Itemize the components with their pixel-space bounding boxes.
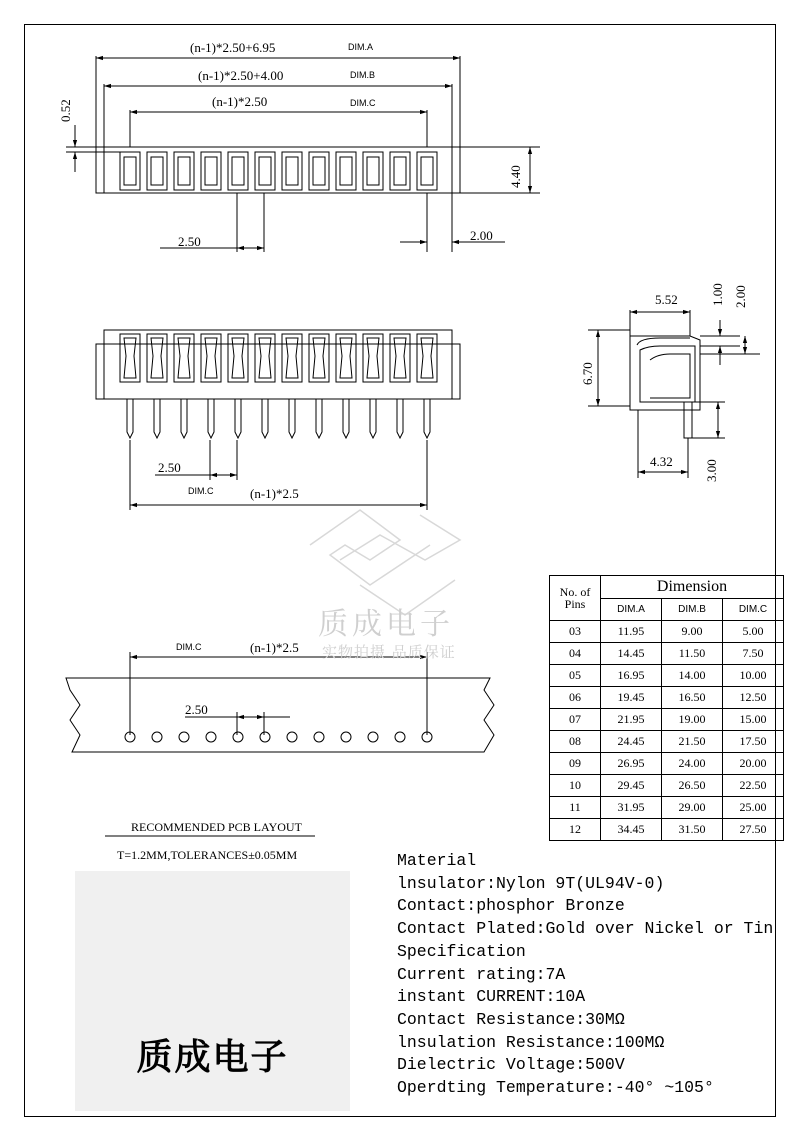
dim-b-cell: 14.00 bbox=[662, 665, 723, 687]
pins-cell: 10 bbox=[550, 775, 601, 797]
top-slot bbox=[336, 152, 356, 190]
dim-b-cell: 19.00 bbox=[662, 709, 723, 731]
front-slot bbox=[282, 334, 302, 382]
dim-a-cell: 34.45 bbox=[601, 819, 662, 841]
pins-cell: 07 bbox=[550, 709, 601, 731]
dim-a-formula: (n-1)*2.50+6.95 bbox=[190, 40, 276, 55]
pins-cell: 03 bbox=[550, 621, 601, 643]
table-body bbox=[550, 621, 784, 841]
side-pin-length-dim: 3.00 bbox=[704, 459, 719, 482]
table-row bbox=[550, 819, 784, 841]
dim-a-cell: 14.45 bbox=[601, 643, 662, 665]
dim-a-cell: 26.95 bbox=[601, 753, 662, 775]
top-slot-inner bbox=[286, 157, 298, 185]
insulator-text: lnsulator:Nylon 9T(UL94V-0) bbox=[397, 873, 665, 893]
dim-a-label: DIM.A bbox=[348, 42, 374, 52]
dim-b-cell: 9.00 bbox=[662, 621, 723, 643]
pcb-hole bbox=[233, 732, 243, 742]
pins-cell: 06 bbox=[550, 687, 601, 709]
dim-c-cell: 22.50 bbox=[723, 775, 784, 797]
pins-cell: 12 bbox=[550, 819, 601, 841]
dim-a-cell: 31.95 bbox=[601, 797, 662, 819]
top-slot-inner bbox=[421, 157, 433, 185]
offset-dim: 0.52 bbox=[58, 99, 73, 122]
top-slot bbox=[174, 152, 194, 190]
table-row bbox=[550, 709, 784, 731]
dim-c-cell: 20.00 bbox=[723, 753, 784, 775]
dim-b-formula: (n-1)*2.50+4.00 bbox=[198, 68, 284, 83]
top-view bbox=[66, 56, 540, 252]
top-slot-inner bbox=[232, 157, 244, 185]
table-row bbox=[550, 731, 784, 753]
table-row bbox=[550, 687, 784, 709]
temperature-text: Operdting Temperature:-40° ~105° bbox=[397, 1078, 714, 1098]
side-view bbox=[588, 310, 760, 478]
dim-a-cell: 24.45 bbox=[601, 731, 662, 753]
table-row bbox=[550, 775, 784, 797]
col-dim-c: DIM.C bbox=[723, 599, 784, 621]
front-pitch-dim: 2.50 bbox=[158, 460, 181, 475]
dielectric-voltage-text: Dielectric Voltage:500V bbox=[397, 1055, 625, 1075]
top-slot bbox=[120, 152, 140, 190]
pcb-pitch-dim: 2.50 bbox=[185, 702, 208, 717]
pins-cell: 11 bbox=[550, 797, 601, 819]
front-view bbox=[96, 330, 460, 510]
material-spec bbox=[397, 850, 773, 1100]
dim-b-label: DIM.B bbox=[350, 70, 376, 80]
top-slot-inner bbox=[259, 157, 271, 185]
dim-c-cell: 15.00 bbox=[723, 709, 784, 731]
side-pin-offset-dim: 4.32 bbox=[650, 454, 673, 469]
dim-c-cell: 7.50 bbox=[723, 643, 784, 665]
pins-cell: 04 bbox=[550, 643, 601, 665]
top-slot-inner bbox=[205, 157, 217, 185]
front-slot bbox=[390, 334, 410, 382]
logo-company-name: 质成电子 bbox=[136, 1037, 289, 1078]
dim-b-cell: 31.50 bbox=[662, 819, 723, 841]
pcb-hole bbox=[314, 732, 324, 742]
dim-a-cell: 19.45 bbox=[601, 687, 662, 709]
table-row bbox=[550, 665, 784, 687]
contact-text: Contact:phosphor Bronze bbox=[397, 896, 625, 916]
end-dim: 2.00 bbox=[470, 228, 493, 243]
plated-text: Contact Plated:Gold over Nickel or Tin bbox=[397, 919, 774, 939]
top-slot bbox=[255, 152, 275, 190]
pcb-layout-title: RECOMMENDED PCB LAYOUT bbox=[131, 820, 302, 834]
col-dim-b: DIM.B bbox=[662, 599, 723, 621]
front-pin bbox=[397, 399, 403, 438]
top-slot bbox=[309, 152, 329, 190]
pcb-hole bbox=[287, 732, 297, 742]
dim-a-cell: 21.95 bbox=[601, 709, 662, 731]
pcb-span-formula: (n-1)*2.5 bbox=[250, 640, 299, 655]
side-height-dim: 6.70 bbox=[580, 362, 595, 385]
dim-b-cell: 21.50 bbox=[662, 731, 723, 753]
pitch-dim: 2.50 bbox=[178, 234, 201, 249]
side-dim-1: 1.00 bbox=[710, 283, 725, 306]
top-slot bbox=[201, 152, 221, 190]
front-slot bbox=[363, 334, 383, 382]
pins-header bbox=[550, 576, 601, 621]
material-heading: Material bbox=[397, 851, 477, 870]
front-span-formula: (n-1)*2.5 bbox=[250, 486, 299, 501]
pins-cell: 08 bbox=[550, 731, 601, 753]
pcb-hole bbox=[341, 732, 351, 742]
dim-b-cell: 16.50 bbox=[662, 687, 723, 709]
front-pin bbox=[370, 399, 376, 438]
pcb-hole bbox=[395, 732, 405, 742]
front-slot bbox=[228, 334, 248, 382]
top-slot-inner bbox=[394, 157, 406, 185]
table-row bbox=[550, 753, 784, 775]
contact-resistance-text: Contact Resistance:30MΩ bbox=[397, 1009, 625, 1029]
insulation-resistance-text: lnsulation Resistance:100MΩ bbox=[397, 1032, 665, 1052]
pcb-hole bbox=[260, 732, 270, 742]
current-rating-text: Current rating:7A bbox=[397, 964, 566, 984]
dim-a-cell: 16.95 bbox=[601, 665, 662, 687]
company-logo bbox=[75, 871, 350, 1111]
dim-c-cell: 17.50 bbox=[723, 731, 784, 753]
dim-c-cell: 5.00 bbox=[723, 621, 784, 643]
dim-c-cell: 10.00 bbox=[723, 665, 784, 687]
watermark-company-name: 质成电子 bbox=[318, 607, 454, 642]
height-dim: 4.40 bbox=[508, 165, 523, 188]
front-pin bbox=[424, 399, 430, 438]
front-pin bbox=[208, 399, 214, 438]
pins-cell: 09 bbox=[550, 753, 601, 775]
pcb-layout-note: T=1.2MM,TOLERANCES±0.05MM bbox=[117, 848, 298, 862]
top-slot bbox=[282, 152, 302, 190]
spec-heading: Specification bbox=[397, 941, 526, 961]
front-pin bbox=[154, 399, 160, 438]
dimension-table bbox=[549, 575, 784, 841]
front-slot bbox=[255, 334, 275, 382]
dim-b-cell: 11.50 bbox=[662, 643, 723, 665]
side-dim-2: 2.00 bbox=[733, 285, 748, 308]
front-pin bbox=[181, 399, 187, 438]
dim-c-label: DIM.C bbox=[350, 98, 376, 108]
front-slot bbox=[201, 334, 221, 382]
front-pins bbox=[127, 399, 430, 438]
top-slot-inner bbox=[151, 157, 163, 185]
front-slot bbox=[174, 334, 194, 382]
front-pin bbox=[289, 399, 295, 438]
pcb-holes bbox=[125, 732, 432, 742]
dim-c-cell: 27.50 bbox=[723, 819, 784, 841]
top-slot-inner bbox=[340, 157, 352, 185]
top-slot bbox=[363, 152, 383, 190]
side-width-dim: 5.52 bbox=[655, 292, 678, 307]
pcb-hole bbox=[152, 732, 162, 742]
pcb-hole bbox=[368, 732, 378, 742]
pins-header-line2: Pins bbox=[564, 597, 586, 611]
front-slot bbox=[417, 334, 437, 382]
top-slot-inner bbox=[124, 157, 136, 185]
dim-b-cell: 24.00 bbox=[662, 753, 723, 775]
top-slot bbox=[390, 152, 410, 190]
watermark-slogan: 实物拍摄 品质保证 bbox=[322, 643, 456, 661]
front-pin bbox=[127, 399, 133, 438]
instant-current-text: instant CURRENT:10A bbox=[397, 987, 586, 1007]
top-slot bbox=[147, 152, 167, 190]
dim-c-formula: (n-1)*2.50 bbox=[212, 94, 268, 109]
dim-a-cell: 11.95 bbox=[601, 621, 662, 643]
top-slot bbox=[228, 152, 248, 190]
top-slots bbox=[120, 152, 437, 190]
pins-header-line1: No. of bbox=[559, 585, 591, 599]
front-pin bbox=[343, 399, 349, 438]
table-row bbox=[550, 797, 784, 819]
front-slot bbox=[120, 334, 140, 382]
pcb-layout-view bbox=[66, 652, 494, 836]
col-dim-a: DIM.A bbox=[601, 599, 662, 621]
dim-c-cell: 12.50 bbox=[723, 687, 784, 709]
pins-cell: 05 bbox=[550, 665, 601, 687]
top-slot-inner bbox=[313, 157, 325, 185]
dimension-header: Dimension bbox=[601, 576, 784, 599]
top-slot-inner bbox=[178, 157, 190, 185]
front-slot bbox=[309, 334, 329, 382]
front-slot bbox=[147, 334, 167, 382]
front-slot bbox=[336, 334, 356, 382]
dim-c-cell: 25.00 bbox=[723, 797, 784, 819]
top-slot bbox=[417, 152, 437, 190]
front-slots bbox=[120, 334, 437, 382]
dim-b-cell: 29.00 bbox=[662, 797, 723, 819]
front-pin bbox=[262, 399, 268, 438]
table-row bbox=[550, 643, 784, 665]
front-dim-c-label: DIM.C bbox=[188, 486, 214, 496]
pcb-dim-c-label: DIM.C bbox=[176, 642, 202, 652]
pcb-hole bbox=[179, 732, 189, 742]
dim-b-cell: 26.50 bbox=[662, 775, 723, 797]
pcb-hole bbox=[206, 732, 216, 742]
dim-a-cell: 29.45 bbox=[601, 775, 662, 797]
table-row bbox=[550, 621, 784, 643]
top-slot-inner bbox=[367, 157, 379, 185]
front-pin bbox=[316, 399, 322, 438]
front-pin bbox=[235, 399, 241, 438]
